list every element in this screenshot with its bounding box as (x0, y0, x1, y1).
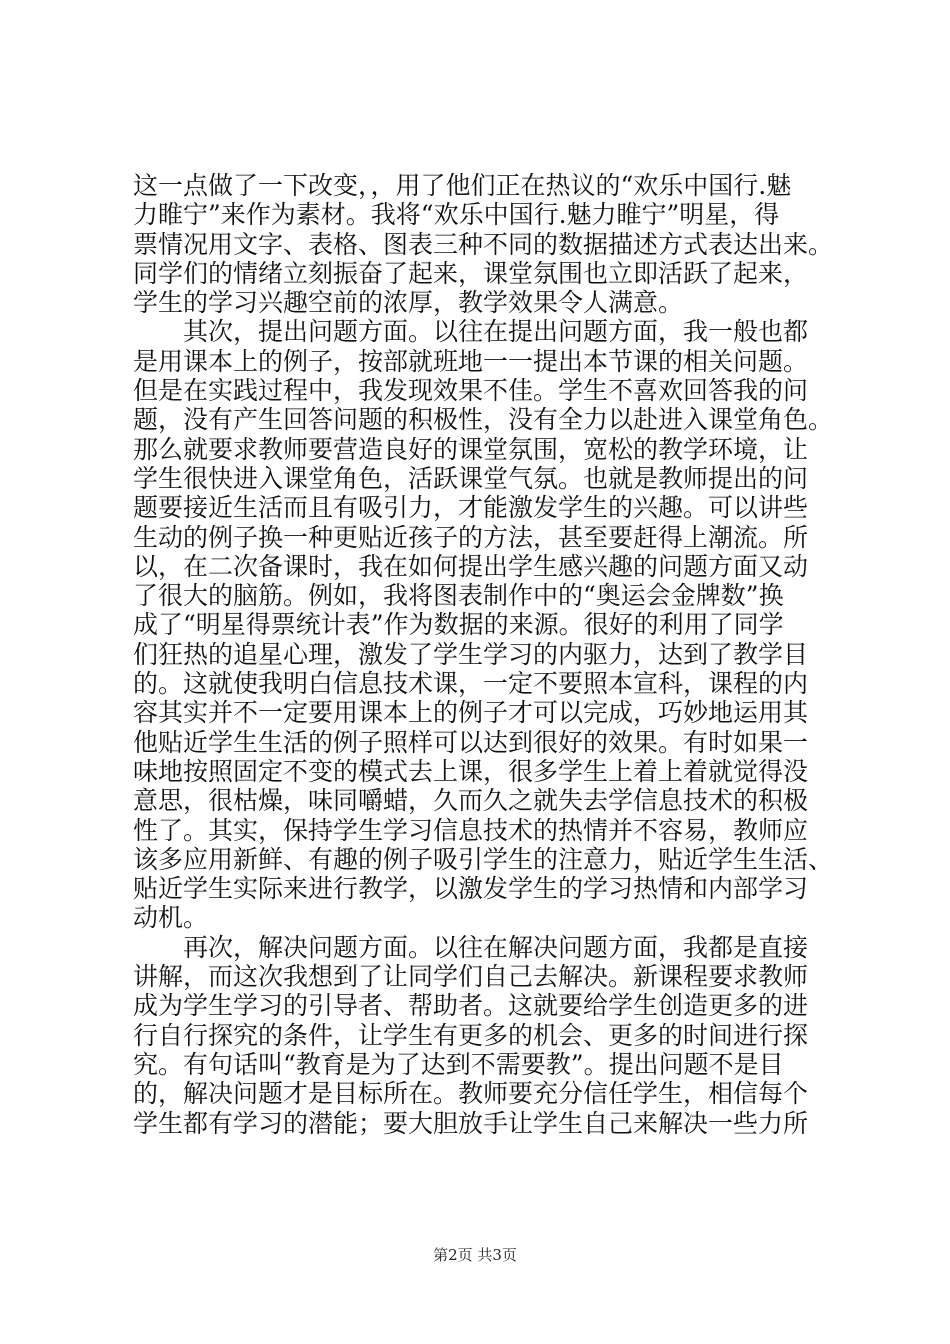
text-line: 味地按照固定不变的模式去上课，很多学生上着上着就觉得没 (133, 756, 809, 786)
text-line: 的，解决问题才是目标所在。教师要充分信任学生，相信每个 (133, 1079, 809, 1109)
text-line: 题，没有产生回答问题的积极性，没有全力以赴进入课堂角色。 (133, 405, 833, 435)
text-line: 学生很快进入课堂角色，活跃课堂气氛。也就是教师提出的问 (133, 463, 809, 493)
text-line: 同学们的情绪立刻振奋了起来，课堂氛围也立即活跃了起来， (133, 258, 809, 288)
text-line: 再次，解决问题方面。以往在解决问题方面，我都是直接 (133, 932, 809, 962)
text-line: 动机。 (133, 903, 209, 933)
text-line: 究。有句话叫“教育是为了达到不需要教”。提出问题不是目 (133, 1049, 784, 1079)
text-line: 以，在二次备课时，我在如何提出学生感兴趣的问题方面又动 (133, 551, 809, 581)
text-line: 们狂热的追星心理，激发了学生学习的内驱力，达到了教学目 (133, 639, 809, 669)
text-line: 生动的例子换一种更贴近孩子的方法，甚至要赶得上潮流。所 (133, 522, 809, 552)
text-line: 是用课本上的例子，按部就班地一一提出本节课的相关问题。 (133, 346, 809, 376)
text-line: 成为学生学习的引导者、帮助者。这就要给学生创造更多的进 (133, 991, 809, 1021)
text-line: 票情况用文字、表格、图表三种不同的数据描述方式表达出来。 (133, 229, 833, 259)
text-line: 容其实并不一定要用课本上的例子才可以完成，巧妙地运用其 (133, 698, 809, 728)
page-number-footer: 第2页 共3页 (433, 1246, 517, 1264)
text-line: 成了“明星得票统计表”作为数据的来源。很好的利用了同学 (133, 610, 784, 640)
text-line: 力睢宁”来作为素材。我将“欢乐中国行.魅力睢宁”明星，得 (133, 200, 780, 230)
text-line: 那么就要求教师要营造良好的课堂氛围，宽松的教学环境，让 (133, 434, 809, 464)
text-line: 的。这就使我明白信息技术课，一定不要照本宣科，课程的内 (133, 669, 809, 699)
text-line: 他贴近学生生活的例子照样可以达到很好的效果。有时如果一 (133, 727, 809, 757)
text-line: 学生的学习兴趣空前的浓厚，教学效果令人满意。 (133, 288, 684, 318)
text-line: 行自行探究的条件，让学生有更多的机会、更多的时间进行探 (133, 1020, 809, 1050)
text-line: 了很大的脑筋。例如，我将图表制作中的“奥运会金牌数”换 (133, 581, 784, 611)
text-line: 但是在实践过程中，我发现效果不佳。学生不喜欢回答我的问 (133, 376, 809, 406)
text-line: 其次，提出问题方面。以往在提出问题方面，我一般也都 (133, 317, 809, 347)
text-line: 这一点做了一下改变，，用了他们正在热议的“欢乐中国行.魅 (133, 171, 792, 200)
text-line: 题要接近生活而且有吸引力，才能激发学生的兴趣。可以讲些 (133, 493, 809, 523)
text-line: 讲解，而这次我想到了让同学们自己去解决。新课程要求教师 (133, 962, 809, 992)
text-line: 意思，很枯燥，味同嚼蜡，久而久之就失去学信息技术的积极 (133, 786, 809, 816)
text-line: 性了。其实，保持学生学习信息技术的热情并不容易，教师应 (133, 815, 809, 845)
body-text (133, 171, 833, 1138)
text-line: 该多应用新鲜、有趣的例子吸引学生的注意力，贴近学生生活、 (133, 844, 833, 874)
text-line: 贴近学生实际来进行教学，以激发学生的学习热情和内部学习 (133, 874, 809, 904)
text-line: 学生都有学习的潜能；要大胆放手让学生自己来解决一些力所 (133, 1108, 809, 1138)
